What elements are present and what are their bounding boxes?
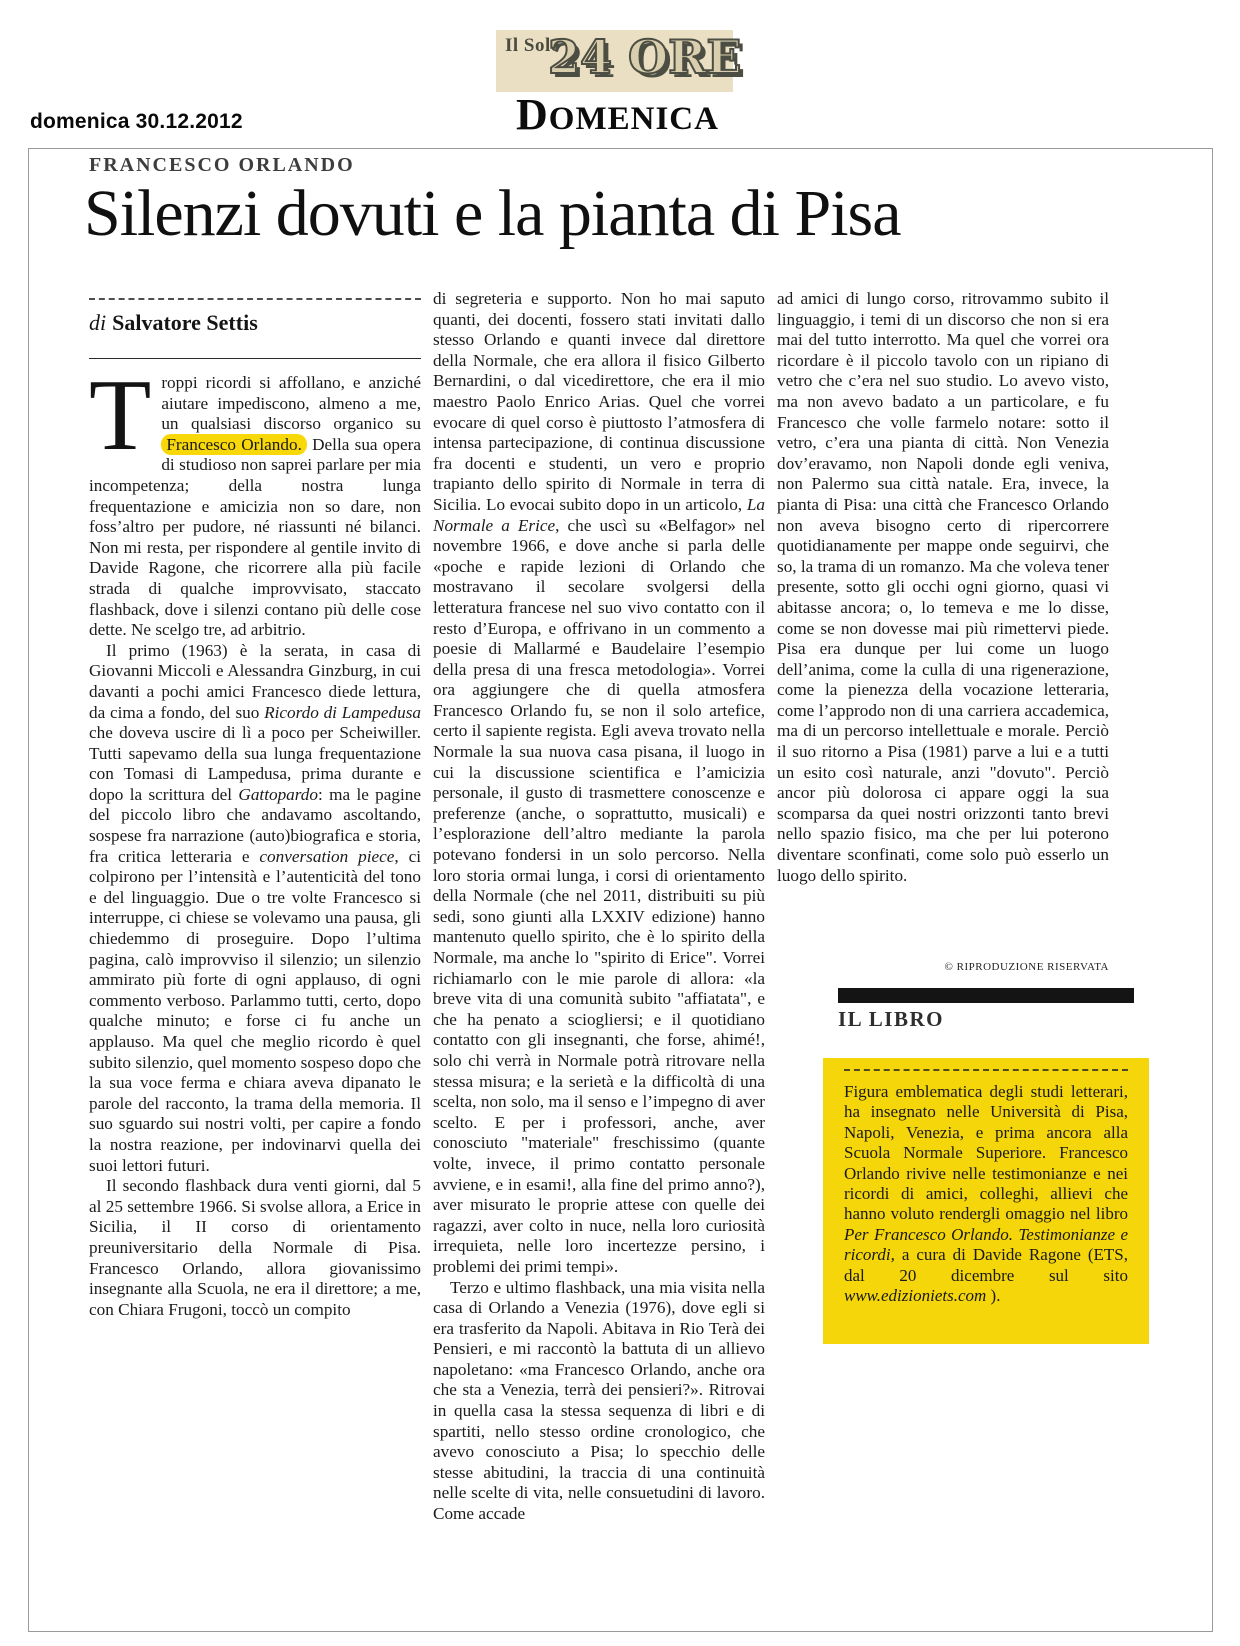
libro-box-text: [844, 1082, 1128, 1306]
text-segment: ad amici di lungo corso, ritrovammo subito il linguaggio, i temi di un discorso che non si era mai del tutto interrotto. Ma quel che vorrei ora ricordare è il piccolo tavolo con un ripiano di vetro che c’era nel suo studio. Lo avevo visto, ma non avevo badato a un particolare, e fu Francesco che volle farmelo notare: sotto il vetro, c’era una pianta di città. Non Venezia dov’eravamo, non Napoli donde egli veniva, non Palermo sua città natale. Era, invece, la pianta di Pisa: una città che Francesco Orlando non aveva bisogno certo di ripercorrere quotidianamente per mappe onde seguirvi, che so, la trama di un romanzo. Ma che voleva tener presente, sotto gli occhi ogni giorno, quasi vi abitasse ancora; o, lo temeva e me lo disse, come se non dovesse mai più rimettervi piede. Pisa era dunque per lui come un luogo dell’anima, come la culla di una rigenerazione, come la pienezza della vocazione letteraria, come l’approdo non di una carriera accademica, ma di un percorso intellettuale e morale. Perciò il suo ritorno a Pisa (1981) parve a lui e a tutti un esito così naturale, anzi "dovuto". Perciò ancor più dolorosa ci appare oggi la sua scomparsa da quei nostri orizzonti tanto brevi nello spazio fisico, ma che per lui poterono diventare sconfinati, come solo può esserlo un luogo dello spirito.: [777, 289, 1109, 885]
text-segment: , ci colpirono per l’intensità e l’autenticità del tono e del linguaggio. Due o tre volte Francesco si interruppe, ci chiese se volevamo una pausa, gli chiedemmo di proseguire. Dopo l’ultima pagina, calò improvviso il silenzio; un silenzio ammirato più forte di ogni applauso, di ogni commento verboso. Parlammo tutti, certo, dopo qualche minuto; e forse ci fu anche un applauso. Ma quel che meglio ricordo è quel subito silenzio, quel momento sospeso dopo che la sua voce ferma e chiara aveva dipanato le parole del racconto, la trama della memoria. Il suo sguardo sui nostri volti, per capire a fondo la nostra reazione, per indovinarvi quella dei suoi lettori futuri.: [89, 846, 421, 1175]
byline: [89, 310, 421, 336]
text-segment: Ricordo di Lampedusa: [264, 702, 421, 722]
copyright-label: © RIPRODUZIONE RISERVATA: [944, 961, 1109, 973]
masthead-sole-plate: [496, 30, 742, 92]
libro-box: [823, 1058, 1149, 1344]
text-segment: Della sua opera di studioso non saprei parlare per mia incompetenza; della nostra lunga frequentazione e amicizia non so dare, non foss’altro per pudore, né riassunti né bilanci. Non mi resta, per rispondere al gentile invito di Davide Ragone, che ricorrere alla più facile strada di qualche improvvisato, staccato flashback, dove i silenzi contano più delle cose dette. Ne scelgo tre, ad arbitrio.: [89, 434, 421, 640]
byline-rule-dashed: [89, 298, 421, 300]
paragraph: [89, 641, 421, 1176]
text-segment: La Normale a Erice: [433, 494, 765, 535]
column-2: [433, 289, 765, 1621]
paragraph: [433, 1278, 765, 1525]
drop-cap: T: [89, 373, 152, 472]
text-segment: www.edizioniets.com: [844, 1286, 987, 1306]
paragraph: [777, 289, 1109, 886]
text-segment: roppi ricordi si affollano, e anziché aiutare impediscono, almeno a me, un qualsiasi discorso organico su: [161, 373, 421, 434]
text-segment: Terzo e ultimo flashback, una mia visita nella casa di Orlando a Venezia (1976), dove egli si era trasferito da Napoli. Abitava in Rio Terà dei Pensieri, e mi raccontò la battuta di un allievo napoletano: «ma Francesco Orlando, anche ora che sta a Venezia, terrà dei pensieri?». Ritrovai in quella casa la stessa sequenza di libri e di spartiti, nello stesso ordine cronologico, che avevo conosciuto a Pisa; lo specchio delle stesse abitudini, la traccia di una continuità nelle scelte di vita, nelle consuetudini di lavoro. Come accade: [433, 1277, 765, 1524]
byline-prefix: di: [89, 310, 107, 335]
paragraph: [89, 1176, 421, 1320]
highlighted-text: Francesco Orlando.: [161, 434, 307, 455]
il-sole-text: Il Sole: [505, 35, 560, 56]
text-segment: ).: [986, 1286, 1001, 1306]
libro-box-rule: [844, 1069, 1128, 1071]
paragraph: [89, 373, 421, 641]
text-segment: : ma le pagine del piccolo libro che andavamo ascoltando, sospese fra narrazione (auto)biografica e storia, fra critica letteraria e: [89, 784, 421, 866]
libro-divider-bar: [838, 988, 1134, 1003]
text-segment: conversation piece: [259, 846, 395, 866]
paragraph: [433, 289, 765, 1278]
ore-logo-text: 24 ORE: [548, 30, 742, 84]
text-segment: Il secondo flashback dura venti giorni, dal 5 al 25 settembre 1966. Si svolse allora, a Erice in Sicilia, il II corso di orientamento preuniversitario della Normale di Pisa. Francesco Orlando, allora giovanissimo insegnante alla Scuola, ne era il direttore; a me, con Chiara Frugoni, toccò un compito: [89, 1176, 421, 1319]
text-segment: di segreteria e supporto. Non ho mai saputo quanti, dei docenti, fossero stati invitati dallo stesso Orlando e quanti invece dal direttore della Normale, che era allora il fisico Gilberto Bernardini, o dal vicedirettore, che era il mio maestro Paolo Enrico Arias. Quel che vorrei evocare di quel corso è piuttosto l’atmosfera di intensa partecipazione, di continua discussione fra docenti e studenti, un vero e proprio trapianto dello spirito di Normale in terra di Sicilia. Lo evocai subito dopo in un articolo,: [433, 289, 765, 514]
text-segment: a cura di Davide Ragone (ETS, dal 20 dicembre sul sito: [844, 1245, 1128, 1285]
text-segment: , che uscì su «Belfagor» nel novembre 1966, e dove anche si parla delle «poche e rapide lezioni di Orlando che mostravano il secolare svolgersi della letteratura francese nel suo vivo contatto con il resto d’Europa, e offrivano in un commento a poesie di Mallarmé e Baudelaire l’esempio della presa di una fresca metodologia». Vorrei ora aggiungere che di quella atmosfera Francesco Orlando fu, se non il solo artefice, certo il sapiente regista. Egli aveva trovato nella Normale la sua nuova casa pisana, il luogo in cui la discussione scientifica e l’amicizia personale, il gusto di trasmettere conoscenze e preferenze (anche, o soprattutto, musicali) e l’esplorazione dell’altro mediante la parola potevano fondersi in un solo percorso. Nella loro storia ormai lunga, i corsi di orientamento della Normale (che nel 2011, distribuiti su più sedi, sono giunti alla LXXIV edizione) hanno mantenuto quello spirito, che è lo spirito della Normale, ma anche lo "spirito di Erice". Vorrei richiamarlo con le mie parole di allora: «la breve vita di una comunità subito "affiatata", e che ha penato a sciogliersi; e il quotidiano contatto con gli insegnanti, che forse, ahimé!, solo chi verrà in Normale potrà ritrovare nella stessa misura; e la serietà e la difficoltà di una scelta, non solo, ma il senso e l’impegno di aver scelto. E per i professori, anche, aver conosciuto "materiale" freschissimo (quante volte, invece, il primo contatto personale avviene, e in esami!, alla fine del primo anno?), aver misurato le proprie attese con quelle dei ragazzi, aver colto in nuce, nella loro curiosità irrequieta, nelle loro incertezze persino, i problemi dei primi tempi».: [433, 515, 765, 1276]
libro-heading: IL LIBRO: [838, 1007, 944, 1031]
article-frame: [28, 148, 1213, 1632]
domenica-logo-text: DOMENICA: [516, 90, 719, 139]
column-1: [89, 373, 421, 1421]
text-segment: Per Francesco Orlando. Testimonianze e ricordi,: [844, 1224, 1128, 1265]
byline-name: Salvatore Settis: [112, 310, 258, 335]
text-segment: che doveva uscire di lì a poco per Scheiwiller. Tutti sapevamo della sua lunga frequentazione con Tomasi di Lampedusa, prima durante e dopo la scrittura del: [89, 723, 421, 804]
text-segment: Il primo (1963) è la serata, in casa di Giovanni Miccoli e Alessandra Ginzburg, in cui davanti a pochi amici Francesco diede lettura, da cima a fondo, del suo: [89, 640, 421, 722]
byline-rule-solid: [89, 358, 421, 359]
text-segment: Figura emblematica degli studi letterari, ha insegnato nelle Università di Pisa, Napoli, Venezia, e prima ancora alla Scuola Normale Superiore. Francesco Orlando rivive nelle testimonianze e nei ricordi di amici, colleghi, allievi che hanno voluto rendergli omaggio nel libro: [844, 1082, 1128, 1224]
article-headline: Silenzi dovuti e la pianta di Pisa: [84, 177, 901, 250]
article-kicker: FRANCESCO ORLANDO: [89, 154, 355, 176]
date-label: domenica 30.12.2012: [30, 110, 243, 133]
column-3: [777, 289, 1109, 957]
text-segment: Gattopardo: [238, 784, 318, 804]
